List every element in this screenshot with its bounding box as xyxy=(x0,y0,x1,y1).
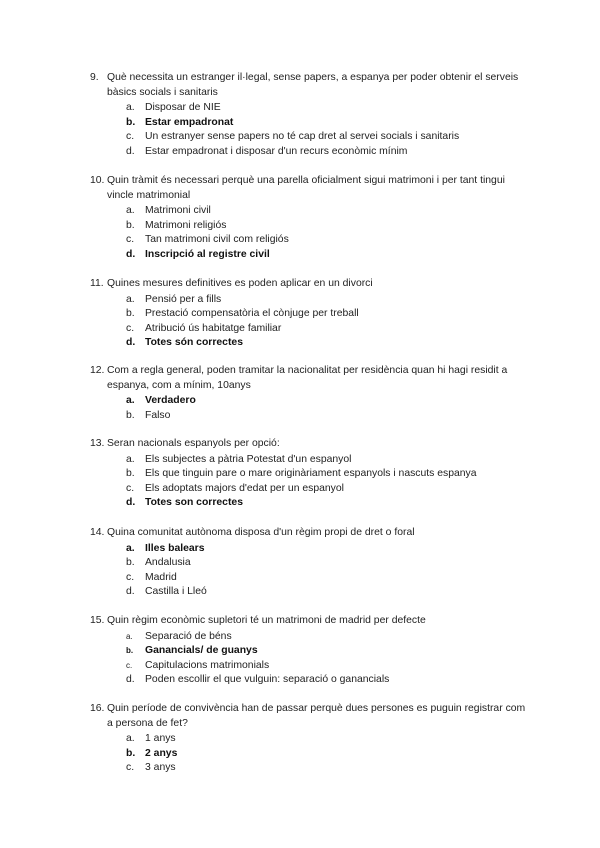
option-d-correct xyxy=(0,248,600,263)
option-a xyxy=(0,732,600,747)
option-text: Verdadero xyxy=(145,395,196,406)
option-text: Capitulacions matrimonials xyxy=(145,659,270,671)
question-header xyxy=(0,364,600,393)
option-text: Illes balears xyxy=(145,542,205,554)
question-text: Què necessita un estranger il·legal, sense papers, a espanya per poder obtenir el serveis bàsics socials i sanitaris xyxy=(107,72,519,98)
option-letter: d. xyxy=(126,145,135,157)
question-number: 9. xyxy=(90,72,99,83)
option-c xyxy=(0,571,600,586)
question-13 xyxy=(0,437,600,511)
option-letter: a. xyxy=(126,293,135,305)
option-letter: c. xyxy=(126,660,133,670)
option-text: Atribució ús habitatge familiar xyxy=(145,322,282,334)
option-list xyxy=(0,101,600,159)
question-number: 13. xyxy=(90,438,105,449)
question-header xyxy=(0,437,600,452)
option-letter: c. xyxy=(126,482,135,494)
option-list xyxy=(0,453,600,511)
option-c xyxy=(0,233,600,248)
option-letter: c. xyxy=(126,322,135,334)
option-letter: c. xyxy=(126,762,135,773)
option-letter: a. xyxy=(126,733,135,744)
question-text: Quines mesures definitives es poden aplicar en un divorci xyxy=(107,278,373,289)
question-header xyxy=(0,277,600,292)
question-15 xyxy=(0,614,600,688)
option-b-correct xyxy=(0,644,600,659)
question-header xyxy=(0,174,600,203)
question-number: 14. xyxy=(90,527,105,538)
option-d xyxy=(0,145,600,160)
option-text: Pensió per a fills xyxy=(145,293,222,305)
option-text: Matrimoni civil xyxy=(145,205,211,216)
option-text: Falso xyxy=(145,409,171,421)
option-a xyxy=(0,630,600,645)
option-text: Disposar de NIE xyxy=(145,102,221,113)
question-header xyxy=(0,702,600,731)
option-text: Totes son correctes xyxy=(145,497,243,508)
option-text: Inscripció al registre civil xyxy=(145,248,270,260)
question-text: Quina comunitat autònoma disposa d'un règim propi de dret o foral xyxy=(107,527,415,538)
option-c xyxy=(0,130,600,145)
question-14 xyxy=(0,526,600,600)
question-text: Quin període de convivència han de passar perquè dues persones es puguin registrar com a persona de fet? xyxy=(107,703,526,729)
option-text: Tan matrimoni civil com religiós xyxy=(145,234,289,245)
option-letter: b. xyxy=(126,468,135,479)
question-number: 12. xyxy=(90,365,105,376)
option-letter: a. xyxy=(126,631,133,641)
question-text: Quin règim econòmic supletori té un matrimoni de madrid per defecte xyxy=(107,615,426,626)
option-a xyxy=(0,204,600,219)
option-letter: b. xyxy=(126,747,136,759)
option-text: Prestació compensatòria el cònjuge per treball xyxy=(145,308,359,319)
option-letter: d. xyxy=(126,337,136,348)
option-a xyxy=(0,293,600,308)
option-text: Poden escollir el que vulguin: separació o ganancials xyxy=(145,674,390,685)
question-16 xyxy=(0,702,600,776)
option-text: Estar empadronat xyxy=(145,116,234,128)
option-text: 1 anys xyxy=(145,733,176,744)
option-list xyxy=(0,732,600,776)
option-letter: d. xyxy=(126,248,136,260)
option-b xyxy=(0,219,600,234)
option-letter: c. xyxy=(126,234,135,245)
option-text: Un estranyer sense papers no té cap dret al servei socials i sanitaris xyxy=(145,131,460,142)
option-b xyxy=(0,556,600,571)
question-10 xyxy=(0,174,600,262)
option-text: Els que tinguin pare o mare originàriament espanyols i nascuts espanya xyxy=(145,468,477,479)
option-letter: a. xyxy=(126,102,135,113)
question-header xyxy=(0,614,600,629)
question-text: Seran nacionals espanyols per opció: xyxy=(107,438,280,449)
option-letter: d. xyxy=(126,586,135,597)
option-letter: d. xyxy=(126,497,136,508)
question-text: Com a regla general, poden tramitar la nacionalitat per residència quan hi hagi residit a espanya, com a mínim, 10anys xyxy=(107,365,508,391)
question-number: 15. xyxy=(90,615,105,626)
option-d xyxy=(0,585,600,600)
option-text: Els subjectes a pàtria Potestat d'un espanyol xyxy=(145,453,352,465)
option-list xyxy=(0,542,600,600)
option-letter: a. xyxy=(126,453,135,465)
option-text: 2 anys xyxy=(145,747,178,759)
question-number: 11. xyxy=(90,278,104,289)
option-d-correct xyxy=(0,336,600,351)
option-text: Els adoptats majors d'edat per un espanyol xyxy=(145,482,344,494)
option-letter: a. xyxy=(126,542,135,554)
option-letter: d. xyxy=(126,674,135,685)
option-letter: a. xyxy=(126,395,135,406)
question-number: 16. xyxy=(90,703,105,714)
option-a xyxy=(0,453,600,468)
option-c xyxy=(0,482,600,497)
option-c xyxy=(0,322,600,337)
option-a xyxy=(0,101,600,116)
option-b xyxy=(0,467,600,482)
option-letter: b. xyxy=(126,219,135,231)
option-letter: b. xyxy=(126,116,136,128)
option-b xyxy=(0,307,600,322)
option-b-correct xyxy=(0,747,600,762)
option-letter: c. xyxy=(126,131,135,142)
option-b-correct xyxy=(0,116,600,131)
option-list xyxy=(0,204,600,262)
question-12 xyxy=(0,364,600,423)
question-header xyxy=(0,71,600,100)
option-c xyxy=(0,659,600,674)
option-text: Andalusia xyxy=(145,557,191,568)
option-a-correct xyxy=(0,394,600,409)
option-text: 3 anys xyxy=(145,762,176,773)
option-letter: b. xyxy=(126,409,135,421)
question-header xyxy=(0,526,600,541)
option-text: Ganancials/ de guanys xyxy=(145,645,258,656)
question-text: Quin tràmit és necessari perquè una parella oficialment sigui matrimoni i per tant tingui vincle matrimonial xyxy=(107,175,505,201)
option-d xyxy=(0,673,600,688)
question-9 xyxy=(0,71,600,159)
option-letter: b. xyxy=(126,308,135,319)
option-list xyxy=(0,293,600,351)
option-letter: b. xyxy=(126,557,135,568)
option-letter: b. xyxy=(126,646,134,655)
option-list xyxy=(0,630,600,688)
option-text: Castilla i Lleó xyxy=(145,586,207,597)
option-a-correct xyxy=(0,542,600,557)
option-list xyxy=(0,394,600,423)
question-11 xyxy=(0,277,600,351)
option-text: Separació de béns xyxy=(145,630,232,642)
option-letter: c. xyxy=(126,571,135,583)
option-text: Estar empadronat i disposar d'un recurs econòmic mínim xyxy=(145,145,408,157)
question-number: 10. xyxy=(90,175,105,186)
option-text: Totes són correctes xyxy=(145,337,243,348)
option-b xyxy=(0,409,600,424)
option-c xyxy=(0,761,600,776)
option-letter: a. xyxy=(126,205,135,216)
option-d-correct xyxy=(0,496,600,511)
option-text: Madrid xyxy=(145,571,177,583)
option-text: Matrimoni religiós xyxy=(145,219,227,231)
